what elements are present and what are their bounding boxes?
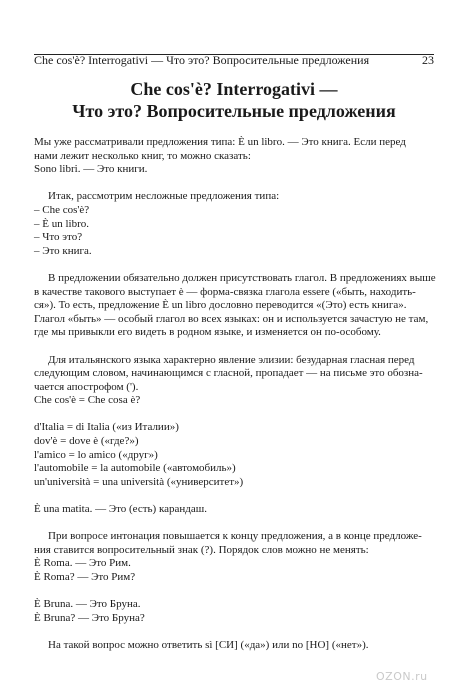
paragraph-line: В предложении обязательно должен присутствовать глагол. В предложениях выше [48,271,436,284]
paragraph-line: Для итальянского языка характерно явление элизии: безударная гласная перед [48,353,415,366]
paragraph-line: чается апострофом ('). [34,380,139,393]
example-line: È Bruna? — Это Бруна? [34,611,145,624]
paragraph-line: следующим словом, начинающимся с гласной, пропадает — на письме это обозна- [34,367,423,380]
paragraph-line: Итак, рассмотрим несложные предложения типа: [48,190,280,203]
chapter-title-line-2: Что это? Вопросительные предложения [72,101,396,121]
elision-example: l'automobile = la automobile («автомобиль») [34,462,236,475]
paragraph-line: На такой вопрос можно ответить sì [СИ] («да») или no [НО] («нет»). [48,638,369,651]
page-number: 23 [422,53,434,67]
paragraph-line: где мы привыкли его видеть в родном языке, и изменяется он по-особому. [34,326,381,339]
example-line: È Roma? — Это Рим? [34,571,136,583]
body-text [34,136,442,653]
example-line: È una matita. — Это (есть) карандаш. [34,503,207,516]
dialogue-line: – Это книга. [34,244,92,257]
example-line: È Roma. — Это Рим. [34,557,131,570]
chapter-title [34,78,434,122]
paragraph-line: ния ставится вопросительный знак (?). Порядок слов можно не менять: [34,543,369,556]
chapter-title-line-1: Che cos'è? Interrogativi — [130,79,338,99]
running-head-title: Che cos'è? Interrogativi — Что это? Вопросительные предложения [34,53,370,67]
dialogue-line: – Che cos'è? [34,203,90,216]
paragraph-line: Глагол «быть» — особый глагол во всех языках: он и используется зачастую не там, [34,312,429,325]
example-line: Che cos'è = Che cosa è? [34,394,141,407]
elision-example: l'amico = lo amico («друг») [34,448,158,461]
paragraph-line: нами лежит несколько книг, то можно сказать: [34,149,251,162]
running-head [34,53,434,67]
paragraph-line: Мы уже рассматривали предложения типа: È un libro. — Это книга. Если перед [34,136,406,148]
paragraph-line: ся»). То есть, предложение È un libro дословно переводится «(Это) есть книга». [34,299,407,312]
dialogue-line: – È un libro. [34,217,89,230]
dialogue-line: – Что это? [34,231,83,244]
elision-example: d'Italia = di Italia («из Италии») [34,421,179,434]
example-line: È Bruna. — Это Бруна. [34,598,141,611]
elision-example: un'università = una università («университет») [34,475,244,488]
paragraph-line: При вопросе интонация повышается к концу предложения, а в конце предложе- [48,530,422,543]
example-line: Sono libri. — Это книги. [34,163,148,176]
elision-example: dov'è = dove è («где?») [34,435,139,448]
watermark: OZON.ru [376,670,428,683]
paragraph-line: в качестве такового выступает è — форма-связка глагола essere («быть, находить- [34,285,416,298]
